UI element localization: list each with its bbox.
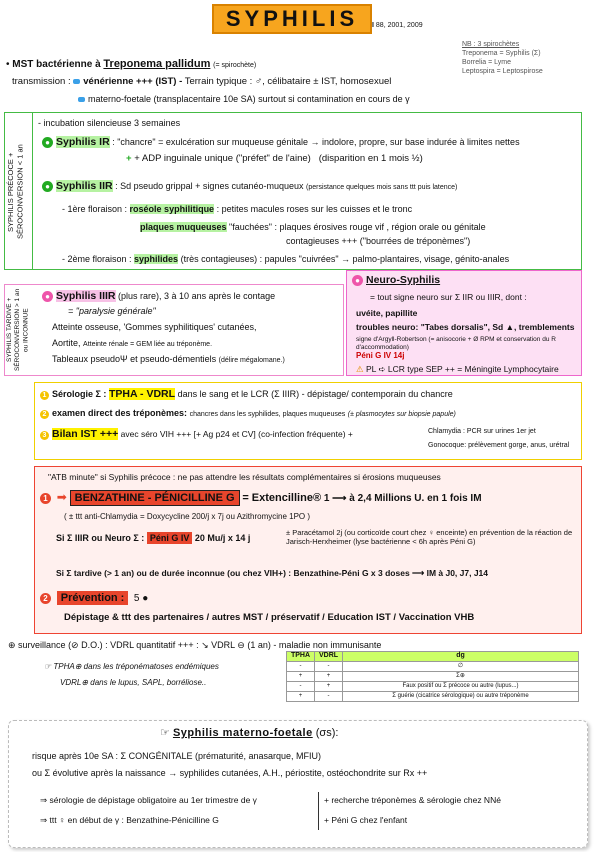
syphilis-1-line: ● Syphilis IR : "chancre" = exulcération sur muqueuse génitale → indolore, propre, sur base indurée à limites nettes xyxy=(42,136,520,149)
incubation-text: - incubation silencieuse 3 semaines xyxy=(38,118,181,128)
hand-pointer-icon: ☞ xyxy=(160,727,170,739)
neuro-def: = tout signe neuro sur Σ IIR ou IIIR, dont : xyxy=(370,292,527,302)
table-row xyxy=(287,692,579,702)
neuro-item: uvéite, papillite xyxy=(356,308,418,318)
table-cell: Σ⊕ xyxy=(343,672,579,682)
note-item: Treponema = Syphilis (Σ) xyxy=(462,50,541,58)
bullet-icon: ● xyxy=(42,137,53,148)
neuro-item: Péni G IV 14j xyxy=(356,351,405,360)
plaques-line-2: contagieuses +++ ("bourrées de tréponèmes") xyxy=(286,236,471,246)
paralysie-text: = "paralysie générale" xyxy=(68,306,156,316)
table-row xyxy=(287,672,579,682)
table-cell: - xyxy=(315,662,343,672)
note-item: Leptospira = Leptospirose xyxy=(462,68,543,76)
table-cell: ∅ xyxy=(343,662,579,672)
diag-line-2: 2 examen direct des tréponèmes: chancres dans les syphilides, plaques muqueuses (± plasmocytes sur biopsie papule) xyxy=(40,408,456,420)
bullet-icon: 1 xyxy=(40,391,49,400)
arrow-right-icon: ➡ xyxy=(56,490,67,504)
tardive-side-label: SYPHILIS TARDIVE + SÉROCONVERSION > 1 an ou INCONNUE xyxy=(6,288,30,372)
herx-note: ± Paracétamol 2j (ou corticoïde court chez ♀ enceinte) en prévention de la réaction de Jarisch-Herxheimer (lyse bactérienne < 6h après Péni G) xyxy=(286,528,573,547)
transmission-line: transmission : vénérienne +++ (IST) - Terrain typique : ♂, célibataire ± IST, homosexuel xyxy=(12,76,392,87)
tardive-line-2: Aortite, Atteinte rénale = GEM liée au tréponème. xyxy=(52,338,213,348)
bullet-icon: 2 xyxy=(40,593,51,604)
surv-note-1: ☞ TPHA⊕ dans les tréponématoses endémiques xyxy=(44,662,219,671)
materno-step-2: ⇒ ttt ♀ en début de γ : Benzathine-Pénicilline G xyxy=(40,815,219,825)
peni-iv-line: Si Σ IIIR ou Neuro Σ : Péni G IV 20 Mu/j x 14 j xyxy=(56,533,251,543)
syphilis-2-line: ● Syphilis IIR : Sd pseudo grippal + signes cutanéo-muqueux (persistance quelques mois sans ttt puis latence) xyxy=(42,180,457,193)
table-cell: + xyxy=(287,672,315,682)
bullet-icon: 1 xyxy=(40,493,51,504)
neuro-title: ● Neuro-Syphilis xyxy=(352,274,440,287)
bullet-icon xyxy=(73,79,80,84)
precoce-side-label: SYPHILIS PRÉCOCE + SÉROCONVERSION < 1 an xyxy=(6,144,25,240)
diag-line-3: 3 Bilan IST +++ avec séro VIH +++ [+ Ag p24 et CV] (co-infection fréquente) + xyxy=(40,428,353,441)
benzathine-line: 1 ➡ BENZATHINE - PÉNICILLINE G = Extencilline® 1 ⟶ à 2,4 Millions U. en 1 fois IM xyxy=(40,490,482,506)
chlamydia-ttt: ( ± ttt anti-Chlamydia = Doxycycline 200/j x 7j ou Azithromycine 1PO ) xyxy=(64,512,311,521)
materno-risk-2: ou Σ évolutive après la naissance → syphilides cutanées, A.H., périostite, ostéochondrite sur Rx ++ xyxy=(32,768,428,778)
surveillance-text: ⊕ surveillance (⊘ D.O.) : VDRL quantitatif +++ : ↘ VDRL ⊖ (1 an) - maladie non immunisante xyxy=(8,640,382,650)
neuro-item: signe d'Argyll-Robertson (= anisocorie + Ø RPM et conservation du R d'accommodation) xyxy=(356,336,556,352)
intro-line: • MST bactérienne à Treponema pallidum (= spirochète) xyxy=(6,58,257,70)
neuro-pl: ⚠ PL ➪ LCR type SEP ++ = Méningite Lymphocytaire xyxy=(356,364,559,374)
bomb-icon: ● xyxy=(142,593,149,604)
tardive-line-1: Atteinte osseuse, 'Gommes syphilitiques' cutanées, xyxy=(52,322,257,332)
plaques-line: plaques muqueuses "fauchées" : plaques érosives rouge vif , région orale ou génitale xyxy=(140,222,486,232)
adp-line: + + ADP inguinale unique ("préfet" de l'aine) (disparition en 1 mois ½) xyxy=(126,153,423,164)
table-cell: Σ guérie (cicatrice sérologique) ou autre tréponème xyxy=(343,692,579,702)
table-cell: - xyxy=(287,662,315,672)
bullet-icon: ● xyxy=(42,181,53,192)
materno-step-3: + recherche tréponèmes & sérologie chez NNé xyxy=(324,795,501,805)
chlamydia-text: Chlamydia : PCR sur urines 1er jet xyxy=(428,428,536,435)
tardive-ttt: Si Σ tardive (> 1 an) ou de durée inconnue (ou chez VIH+) : Benzathine-Péni G x 3 doses ⟶ IM à J0, J7, J14 xyxy=(56,568,489,578)
table-row xyxy=(287,682,579,692)
table-cell: + xyxy=(287,692,315,702)
table-cell: + xyxy=(315,672,343,682)
syphilis-3-line: ● Syphilis IIIR (plus rare), 3 à 10 ans après le contage xyxy=(42,290,275,303)
gonocoque-text: Gonocoque: prélèvement gorge, anus, urétral xyxy=(428,442,570,449)
serology-table: TPHA VDRL dg - - ∅ + + Σ⊕ - + Faux positif ou Σ précoce ou autre (lupus...) + - Σ guérie (cicatrice sérologique) ou autre tréponème xyxy=(286,651,579,702)
table-cell: - xyxy=(315,692,343,702)
bullet-icon: 3 xyxy=(40,431,49,440)
reference-numbers: I 88, 2001, 2009 xyxy=(372,22,423,29)
materno-title: ☞ Syphilis materno-foetale (σs): xyxy=(160,727,339,739)
diag-line-1: 1 Sérologie Σ : TPHA - VDRL dans le sang et le LCR (Σ IIIR) - dépistage/ contemporain du chancre xyxy=(40,388,453,401)
hand-pointer-icon: ☞ xyxy=(44,662,52,671)
floraison-1-line: - 1ère floraison : roséole syphilitique : petites macules roses sur les cuisses et le tronc xyxy=(62,204,413,214)
table-row xyxy=(287,662,579,672)
atb-minute-text: "ATB minute" si Syphilis précoce : ne pas attendre les résultats complémentaires si érosions muqueuses xyxy=(48,472,441,482)
materno-risk-1: risque après 10e SA : Σ CONGÉNITALE (prématurité, anasarque, MFIU) xyxy=(32,751,322,761)
materno-step-1: ⇒ sérologie de dépistage obligatoire au 1er trimestre de γ xyxy=(40,795,257,805)
materno-line: materno-foetale (transplacentaire 10e SA) surtout si contamination en cours de γ xyxy=(78,94,410,105)
prevention-text: Dépistage & ttt des partenaires / autres MST / préservatif / Education IST / Vaccination VHB xyxy=(64,612,475,623)
bullet-icon: 2 xyxy=(40,410,49,419)
divider xyxy=(318,792,319,830)
page-title: SYPHILIS xyxy=(212,4,372,34)
materno-step-4: + Péni G chez l'enfant xyxy=(324,815,408,825)
bullet-icon: ● xyxy=(352,275,363,286)
nb-note: NB : 3 spirochètes Treponema = Syphilis (Σ) Borrelia = Lyme Leptospira = Leptospirose xyxy=(462,40,602,76)
table-cell: Faux positif ou Σ précoce ou autre (lupus...) xyxy=(343,682,579,692)
table-cell: + xyxy=(315,682,343,692)
floraison-2-line: - 2ème floraison : syphilides (très contagieuses) : papules "cuivrées" → palmo-plantaires, visage, génito-anales xyxy=(62,254,510,264)
neuro-item: troubles neuro: "Tabes dorsalis", Sd ▲, tremblements xyxy=(356,322,575,332)
divider xyxy=(32,112,33,270)
note-item: Borrelia = Lyme xyxy=(462,59,511,67)
table-cell: - xyxy=(287,682,315,692)
surv-note-2: VDRL⊕ dans le lupus, SAPL, borréliose.. xyxy=(60,678,207,687)
warning-icon: ⚠ xyxy=(356,364,364,374)
tardive-line-3: Tableaux pseudoΨ et pseudo-démentiels (délire mégalomane.) xyxy=(52,354,285,364)
prevention-line: 2 Prévention : 5 ● xyxy=(40,592,148,606)
bullet-icon: ● xyxy=(42,291,53,302)
bullet-icon xyxy=(78,97,85,102)
